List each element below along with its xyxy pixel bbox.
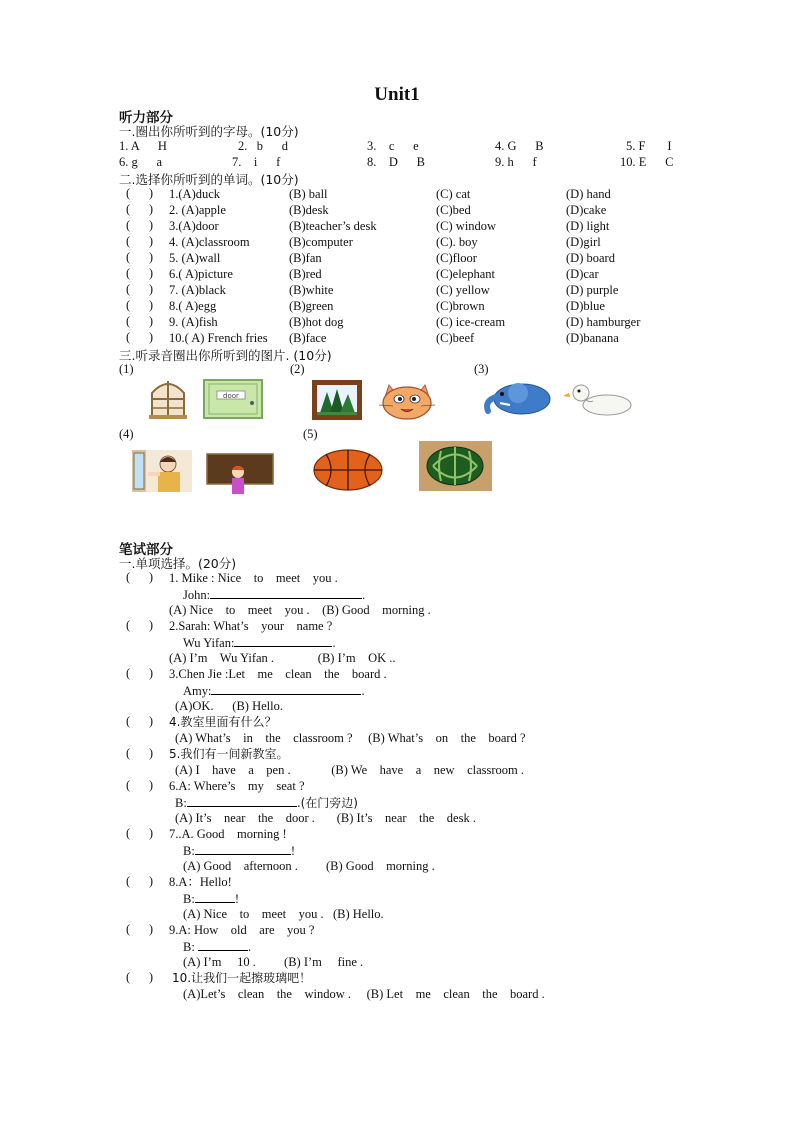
- question-7-respondent: [183, 842, 295, 859]
- question-9-options: (A) I’m 10 . (B) I’m fine .: [183, 955, 364, 969]
- question-5: 5.我们有一间新教室。: [169, 747, 289, 761]
- word-option: (C) cat: [436, 187, 471, 201]
- part3-heading: 三.听录音圈出你所听到的图片. (10分): [119, 348, 332, 363]
- word-option: (C)bed: [436, 203, 471, 217]
- word-option: 4. (A)classroom: [169, 235, 250, 249]
- letter-item: 8. D B: [367, 155, 425, 169]
- elephant-picture[interactable]: [480, 379, 553, 419]
- respondent-label: B:: [183, 844, 195, 858]
- answer-paren[interactable]: ( ): [126, 282, 154, 296]
- word-option: (D)cake: [566, 203, 607, 217]
- question-6-hint: .(在门旁边): [296, 796, 358, 810]
- letter-item: 5. F I: [626, 139, 672, 153]
- answer-paren[interactable]: ( ): [126, 922, 154, 936]
- punctuation: !: [290, 844, 295, 858]
- answer-blank[interactable]: [211, 682, 361, 695]
- answer-paren[interactable]: ( ): [126, 570, 154, 584]
- letter-item: 9. h f: [495, 155, 537, 169]
- part1-heading: 一.圈出你所听到的字母。(10分): [119, 124, 299, 139]
- word-option: (C) window: [436, 219, 497, 233]
- door-sign-text: door: [223, 392, 239, 400]
- answer-paren[interactable]: ( ): [126, 298, 154, 312]
- respondent-label: B:: [175, 796, 187, 810]
- question-9-respondent: [183, 938, 251, 955]
- answer-blank[interactable]: [195, 842, 291, 855]
- question-10: 10.让我们一起擦玻璃吧！: [172, 971, 312, 985]
- answer-blank[interactable]: [210, 586, 362, 599]
- word-option: (D)banana: [566, 331, 619, 345]
- landscape-picture[interactable]: [312, 380, 362, 420]
- answer-blank[interactable]: [195, 890, 235, 903]
- answer-paren[interactable]: ( ): [126, 874, 154, 888]
- answer-paren[interactable]: ( ): [126, 970, 154, 984]
- answer-paren[interactable]: ( ): [126, 746, 154, 760]
- question-6: 6.A: Where’s my seat ?: [169, 779, 305, 793]
- answer-paren[interactable]: ( ): [126, 666, 154, 680]
- word-option: (B)teacher’s desk: [289, 219, 377, 233]
- word-option: (C)beef: [436, 331, 475, 345]
- question-7-options: (A) Good afternoon . (B) Good morning .: [183, 859, 435, 873]
- word-option: (B)white: [289, 283, 334, 297]
- word-option: (B)fan: [289, 251, 322, 265]
- word-option: (C)elephant: [436, 267, 496, 281]
- letter-item: 6. g a: [119, 155, 163, 169]
- word-option: (C) ice-cream: [436, 315, 506, 329]
- word-option: 5. (A)wall: [169, 251, 221, 265]
- word-option: (B)desk: [289, 203, 329, 217]
- word-option: (C). boy: [436, 235, 478, 249]
- question-2: 2.Sarah: What’s your name ?: [169, 619, 333, 633]
- answer-blank[interactable]: [198, 938, 248, 951]
- word-option: (C)brown: [436, 299, 485, 313]
- written-heading: 笔试部分: [119, 542, 173, 558]
- word-option: 3.(A)door: [169, 219, 219, 233]
- word-option: (D) board: [566, 251, 615, 265]
- answer-paren[interactable]: ( ): [126, 234, 154, 248]
- picture-group-label: (3): [474, 362, 489, 376]
- question-8: 8.A：Hello!: [169, 875, 232, 889]
- girl-at-window-picture[interactable]: [132, 450, 192, 492]
- answer-paren[interactable]: ( ): [126, 778, 154, 792]
- question-3: 3.Chen Jie :Let me clean the board .: [169, 667, 387, 681]
- window-picture[interactable]: [144, 377, 192, 419]
- question-5-options: (A) I have a pen . (B) We have a new classroom .: [175, 763, 525, 777]
- question-1-respondent: John: .: [183, 588, 366, 602]
- letter-item: 3. c e: [367, 139, 419, 153]
- girl-at-board-picture[interactable]: [204, 452, 276, 494]
- letter-item: 4. G B: [495, 139, 544, 153]
- question-1-options: (A) Nice to meet you . (B) Good morning .: [169, 603, 431, 617]
- word-option: (B)hot dog: [289, 315, 344, 329]
- question-3-options: (A)OK. (B) Hello.: [175, 699, 283, 713]
- word-option: 8.( A)egg: [169, 299, 217, 313]
- question-10-options: (A)Let’s clean the window . (B) Let me clean the board .: [183, 987, 545, 1001]
- answer-paren[interactable]: ( ): [126, 330, 154, 344]
- answer-paren[interactable]: ( ): [126, 826, 154, 840]
- word-option: 9. (A)fish: [169, 315, 218, 329]
- answer-paren[interactable]: ( ): [126, 250, 154, 264]
- word-option: (B)computer: [289, 235, 353, 249]
- word-option: 7. (A)black: [169, 283, 226, 297]
- word-option: 6.( A)picture: [169, 267, 233, 281]
- duck-picture[interactable]: [563, 379, 636, 419]
- word-option: 10.( A) French fries: [169, 331, 268, 345]
- answer-blank[interactable]: [234, 634, 332, 647]
- question-1: 1. Mike : Nice to meet you .: [169, 571, 338, 585]
- question-3-respondent: Amy: .: [183, 684, 365, 698]
- door-picture[interactable]: [203, 379, 263, 419]
- cat-face-picture[interactable]: [371, 379, 444, 421]
- picture-group-label: (2): [290, 362, 305, 376]
- punctuation: !: [234, 892, 239, 906]
- letter-item: 7. i f: [232, 155, 281, 169]
- respondent-label: Amy:: [183, 684, 212, 698]
- question-2-respondent: Wu Yifan: .: [183, 636, 336, 650]
- listening-heading: 听力部分: [119, 110, 173, 126]
- word-option: 2. (A)apple: [169, 203, 226, 217]
- letter-item: 1. A H: [119, 139, 167, 153]
- question-9: 9.A: How old are you ?: [169, 923, 315, 937]
- page-title: Unit1: [374, 84, 420, 105]
- picture-group-label: (4): [119, 427, 134, 441]
- respondent-label: John:: [183, 588, 211, 602]
- question-4-options: (A) What’s in the classroom ? (B) What’s on the board ?: [175, 731, 526, 745]
- word-option: (D)blue: [566, 299, 605, 313]
- answer-paren[interactable]: ( ): [126, 186, 154, 200]
- letter-item: 2. b d: [238, 139, 288, 153]
- answer-paren[interactable]: ( ): [126, 218, 154, 232]
- letter-item: 10. E C: [620, 155, 674, 169]
- question-7: 7..A. Good morning !: [169, 827, 287, 841]
- picture-group-label: (5): [303, 427, 318, 441]
- question-4: 4.教室里面有什么？: [169, 715, 277, 729]
- question-8-options: (A) Nice to meet you . (B) Hello.: [183, 907, 384, 921]
- word-option: (B)face: [289, 331, 327, 345]
- answer-paren[interactable]: ( ): [126, 266, 154, 280]
- question-6-options: (A) It’s near the door . (B) It’s near the desk .: [175, 811, 476, 825]
- word-option: (C)floor: [436, 251, 477, 265]
- word-option: (D) purple: [566, 283, 619, 297]
- watermelon-picture[interactable]: [419, 441, 492, 491]
- word-option: (D) light: [566, 219, 610, 233]
- respondent-label: B:: [183, 940, 195, 954]
- word-option: (D)car: [566, 267, 599, 281]
- answer-paren[interactable]: ( ): [126, 618, 154, 632]
- respondent-label: Wu Yifan:: [183, 636, 235, 650]
- answer-paren[interactable]: ( ): [126, 202, 154, 216]
- part2-heading: 二.选择你所听到的单词。(10分): [119, 172, 299, 187]
- word-option: (B) ball: [289, 187, 328, 201]
- word-option: 1.(A)duck: [169, 187, 221, 201]
- question-2-options: (A) I’m Wu Yifan . (B) I’m OK ..: [169, 651, 396, 665]
- answer-blank[interactable]: [187, 794, 297, 807]
- picture-group-label: (1): [119, 362, 134, 376]
- question-6-respondent: [175, 794, 358, 811]
- answer-paren[interactable]: ( ): [126, 314, 154, 328]
- respondent-label: B:: [183, 892, 195, 906]
- word-option: (D) hand: [566, 187, 611, 201]
- word-option: (B)red: [289, 267, 322, 281]
- punctuation: .: [247, 940, 252, 954]
- answer-paren[interactable]: ( ): [126, 714, 154, 728]
- word-option: (D) hamburger: [566, 315, 641, 329]
- word-option: (C) yellow: [436, 283, 490, 297]
- word-option: (D)girl: [566, 235, 601, 249]
- basketball-picture[interactable]: [312, 449, 384, 491]
- question-8-respondent: [183, 890, 239, 907]
- written1-heading: 一.单项选择。(20分): [119, 556, 237, 571]
- word-option: (B)green: [289, 299, 334, 313]
